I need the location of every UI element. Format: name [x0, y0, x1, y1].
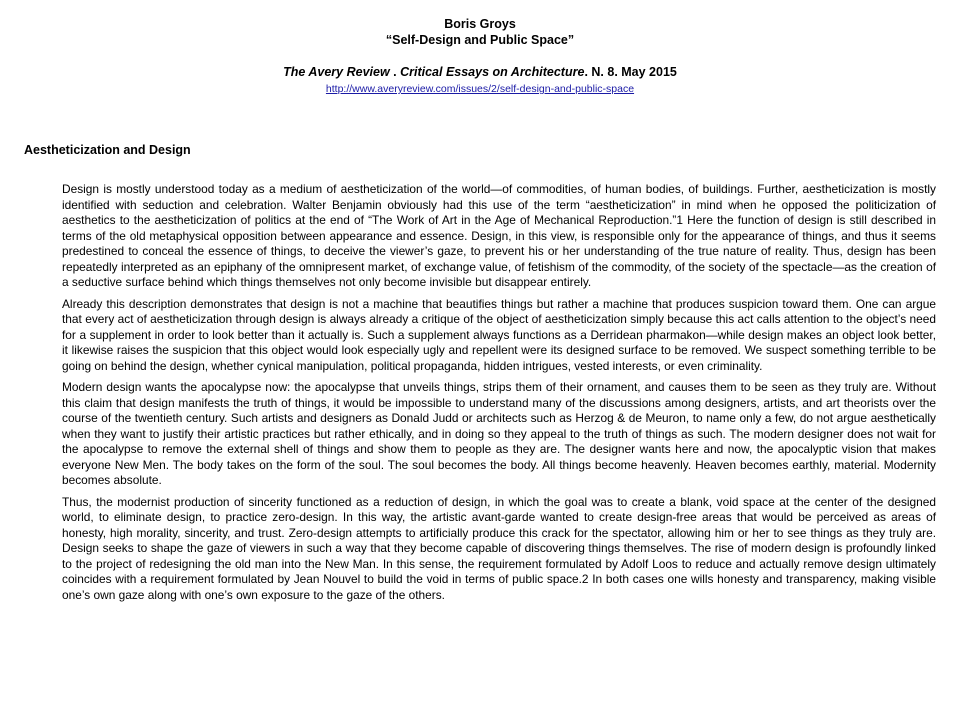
journal-separator: . [389, 65, 401, 79]
paragraph: Modern design wants the apocalypse now: the apocalypse that unveils things, strips them of their ornament, and causes them to be seen as they truly are. Without this claim that design manifests the truth of things, it would be impossible to understand many of the discussions among designers, artists, and art theorists over the course of the twentieth century. Such artists and designers as Donald Judd or architects such as Herzog & de Meuron, to name only a few, do not argue aesthetically when they want to justify their artistic practices but rather ethically, and in doing so they appeal to the truth of things as such. The modern designer does not wait for the apocalypse to remove the external shell of things and show them to people as they are. The designer wants here and now, the apocalyptic vision that makes everyone New Men. The body takes on the form of the soul. The soul becomes the body. All things become heavenly. Heaven becomes earthly, material. Modernity becomes absolute. [62, 380, 936, 487]
paragraph: Design is mostly understood today as a medium of aestheticization of the world—of commodities, of human bodies, of buildings. Further, aestheticization is mostly identified with seduction and celebration. Walter Benjamin obviously had this use of the term “aestheticization” in mind when he opposed the politicization of aesthetics to the aestheticization of politics at the end of “The Work of Art in the Age of Mechanical Reproduction.”1 Here the function of design is still described in terms of the old metaphysical opposition between appearance and essence. Design, in this view, is responsible only for the appearance of things, and thus it seems predestined to conceal the essence of things, to deceive the viewer’s gaze, to prevent his or her understanding of the true nature of reality. Thus, design has been repeatedly interpreted as an epiphany of the omnipresent market, of exchange value, of fetishism of the commodity, of the society of the spectacle—as the creation of a seductive surface behind which things themselves not only become invisible but disappear entirely. [62, 182, 936, 289]
journal-issue: N. 8. May 2015 [591, 65, 677, 79]
source-url-link[interactable]: http://www.averyreview.com/issues/2/self-design-and-public-space [325, 83, 635, 95]
journal-citation: The Avery Review . Critical Essays on Architecture. N. 8. May 2015 [283, 65, 677, 79]
document-header [0, 16, 960, 96]
paragraph: Thus, the modernist production of sincerity functioned as a reduction of design, in which the goal was to create a blank, void space at the center of the designed world, to eliminate design, to practice zero-design. In this way, the artistic avant-garde wanted to create design-free areas that would be perceived as areas of honesty, high morality, sincerity, and trust. Zero-design attempts to artificially produce this crack for the spectator, allowing him or her to see things as they truly are. Design seeks to shape the gaze of viewers in such a way that they become capable of discovering things themselves. The rise of modern design is profoundly linked to the project of redesigning the old man into the New Man. In this sense, the requirement formulated by Adolf Loos to reduce and actually remove design ultimately coincides with a requirement formulated by Jean Nouvel to build the void in terms of public space.2 In both cases one wills honesty and transparency, making visible one’s own gaze along with one’s own exposure to the gaze of the others. [62, 494, 936, 602]
essay-title: “Self-Design and Public Space” [385, 33, 575, 47]
paragraph: Already this description demonstrates that design is not a machine that beautifies things but rather a machine that produces suspicion toward them. One can argue that every act of aestheticization through design is always already a critique of the object of aestheticization simply because this act calls attention to the object’s need for a supplement in order to look better than it actually is. Such a supplement always functions as a Derridean pharmakon—while design makes an object look better, it likewise raises the suspicion that this object would look especially ugly and repellent were its designed surface to be removed. We suspect something terrible to be going on behind the design, whether cynical manipulation, political propaganda, hidden intrigues, vested interests, or even criminality. [62, 296, 936, 373]
essay-body [62, 182, 936, 609]
author-name: Boris Groys [444, 17, 516, 31]
journal-subtitle: Critical Essays on Architecture [400, 65, 585, 79]
section-heading: Aestheticization and Design [24, 143, 191, 157]
journal-name: The Avery Review [283, 65, 390, 79]
